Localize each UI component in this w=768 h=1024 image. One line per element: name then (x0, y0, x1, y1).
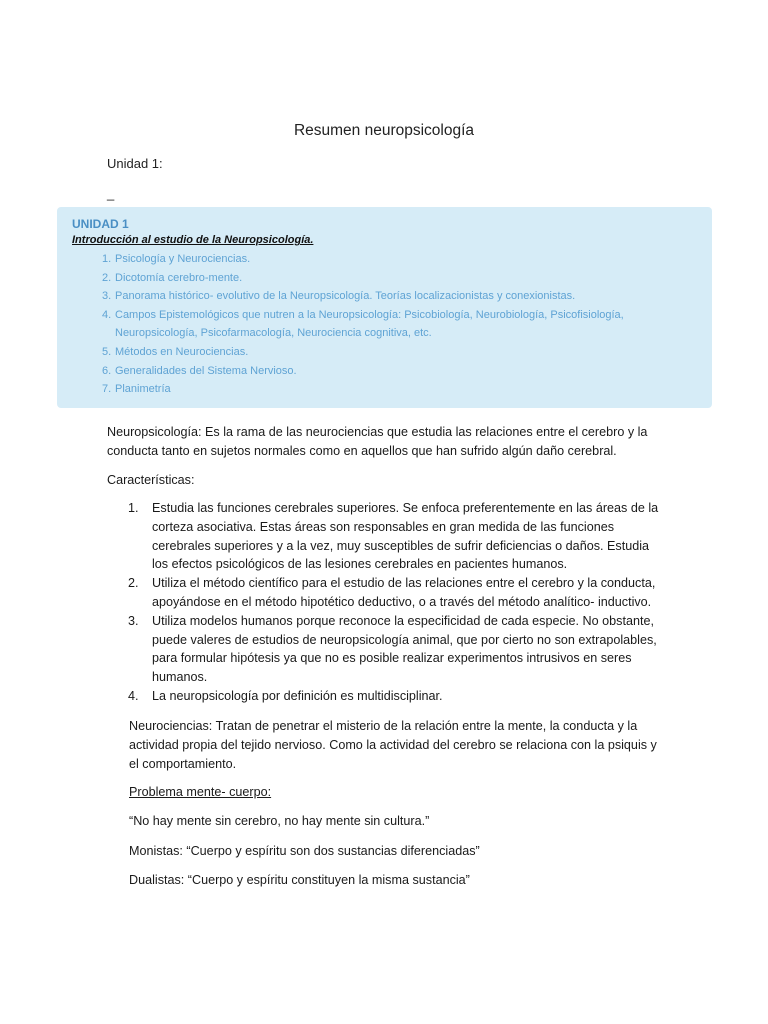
dualists-paragraph: Dualistas: “Cuerpo y espíritu constituyen la misma sustancia” (129, 873, 470, 887)
syllabus-item-number: 7. (102, 383, 112, 396)
characteristic-number: 1. (128, 501, 139, 515)
syllabus-item-text: Psicología y Neurociencias. (115, 253, 251, 265)
quote-paragraph: “No hay mente sin cerebro, no hay mente sin cultura.” (129, 814, 430, 828)
dash-marker: _ (107, 186, 115, 201)
syllabus-item-number: 4. (102, 308, 112, 321)
document-title: Resumen neuropsicología (293, 122, 475, 139)
syllabus-item (102, 250, 698, 269)
syllabus-unit-title: UNIDAD 1 (72, 217, 129, 231)
characteristic-number: 2. (128, 576, 139, 591)
characteristic-item (128, 612, 668, 687)
syllabus-item (102, 380, 698, 399)
syllabus-item-text: Planimetría (115, 383, 171, 396)
syllabus-item (102, 287, 698, 306)
characteristic-text: Utiliza el método científico para el estudio de las relaciones entre el cerebro y la conducta, apoyándose en el método hipotético deductivo, o a través del método analítico- inductivo. (152, 576, 656, 609)
neurosciences-paragraph: Neurociencias: Tratan de penetrar el misterio de la relación entre la mente, la conducta y la actividad propia del tejido nervioso. Como la actividad del cerebro se relaciona con la psiquis y el comportamiento. (129, 719, 657, 771)
syllabus-item (102, 306, 698, 343)
characteristic-text: Utiliza modelos humanos porque reconoce la especificidad de cada especie. No obstante, puede valeres de estudios de neuropsicología animal, que por cierto no son extrapolables, para formular hipótesis ya que no es posible realizar experimentos intrusivos en seres humanos. (152, 613, 657, 685)
unit-label: Unidad 1: (107, 156, 163, 171)
problem-heading: Problema mente- cuerpo: (129, 785, 272, 799)
characteristic-item (128, 499, 668, 574)
syllabus-item-number: 1. (102, 253, 112, 265)
syllabus-item (102, 269, 698, 288)
syllabus-item-text: Panorama histórico- evolutivo de la Neuropsicología. Teorías localizacionistas y conexionistas. (115, 290, 576, 303)
characteristic-item (128, 687, 668, 706)
characteristic-item (128, 574, 668, 612)
characteristic-text: La neuropsicología por definición es multidisciplinar. (152, 688, 443, 703)
characteristic-text: Estudia las funciones cerebrales superiores. Se enfoca preferentemente en las áreas de la corteza asociativa. Estas áreas son responsables en gran medida de las funciones cerebrales superiores y a la vez, muy susceptibles de sufrir deficiencias o daños. Estudia los efectos psicológicos de las lesiones cerebrales en pacientes humanos. (152, 501, 659, 572)
syllabus-item-text: Generalidades del Sistema Nervioso. (115, 364, 297, 377)
characteristics-list (128, 499, 668, 706)
characteristic-number: 3. (128, 613, 139, 628)
definition-paragraph: Neuropsicología: Es la rama de las neurociencias que estudia las relaciones entre el cerebro y la conducta tanto en sujetos normales como en aquellos que han sufrido algún daño cerebral. (107, 425, 648, 458)
syllabus-item-number: 3. (102, 290, 112, 303)
characteristic-number: 4. (128, 688, 139, 703)
syllabus-list (72, 250, 698, 399)
monists-paragraph: Monistas: “Cuerpo y espíritu son dos sustancias diferenciadas” (129, 844, 480, 858)
syllabus-item-text: Campos Epistemológicos que nutren a la Neuropsicología: Psicobiología, Neurobiología, Psicofisiología, Neuropsicología, Psicofarmacología, Neurociencia cognitiva, etc. (115, 308, 624, 340)
syllabus-item-text: Métodos en Neurociencias. (115, 345, 249, 358)
syllabus-item-text: Dicotomía cerebro-mente. (115, 271, 243, 284)
syllabus-item (102, 362, 698, 381)
syllabus-item-number: 2. (102, 271, 112, 284)
syllabus-item-number: 5. (102, 345, 112, 358)
syllabus-box (57, 207, 712, 408)
syllabus-item (102, 343, 698, 362)
syllabus-item-number: 6. (102, 364, 112, 377)
syllabus-subtitle: Introducción al estudio de la Neuropsicología. (72, 234, 314, 246)
characteristics-heading: Características: (107, 473, 195, 487)
